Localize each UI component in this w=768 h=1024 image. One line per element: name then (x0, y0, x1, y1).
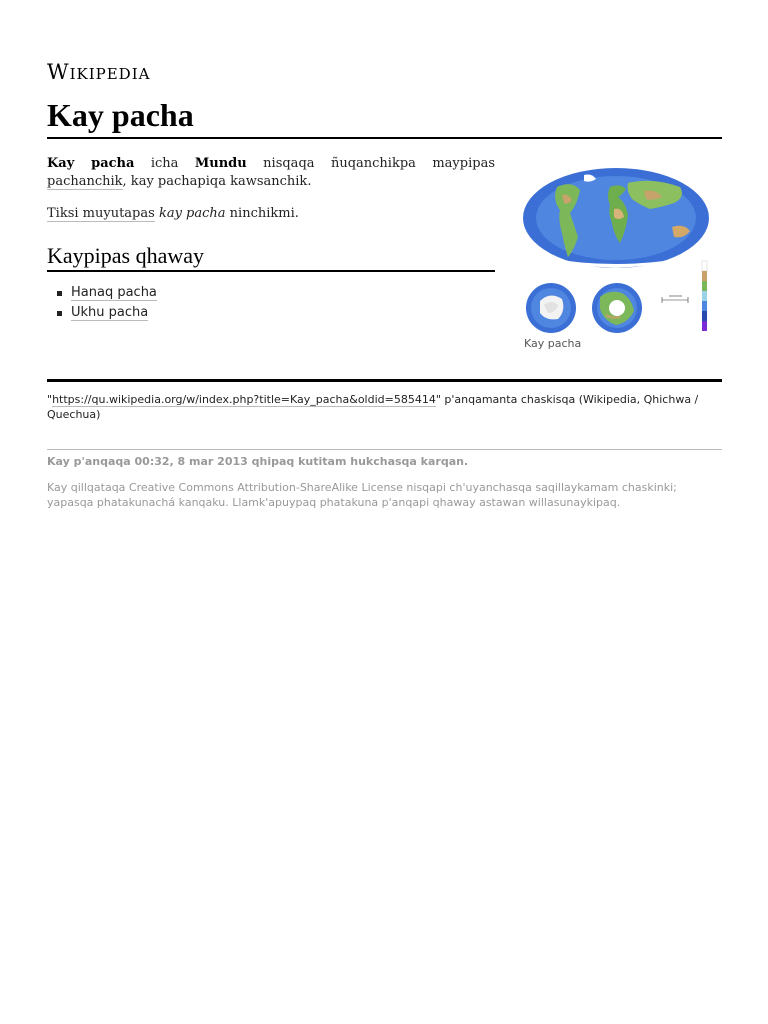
source-url-link[interactable]: https://qu.wikipedia.org/w/index.php?title=Kay_pacha&oldid=585414 (52, 393, 436, 406)
scale-bar (662, 296, 688, 303)
section-divider (47, 270, 495, 272)
intro-text-1: icha (134, 156, 195, 171)
term-kay-pacha: Kay pacha (47, 156, 135, 171)
link-ukhu-pacha[interactable]: Ukhu pacha (71, 305, 149, 320)
source-text: " p'anqamanta chaskisqa (Wikipedia, Qhichwa / Quechua) (47, 393, 699, 421)
term-kay-pacha-italic: kay pacha (158, 206, 226, 221)
bullet-icon (57, 291, 62, 296)
world-map-figure[interactable] (522, 165, 722, 335)
list-item (57, 283, 157, 303)
source-citation (47, 392, 722, 422)
para2-text: ninchikmi. (225, 206, 299, 221)
intro-paragraph (47, 155, 495, 191)
section-heading: Kaypipas qhaway (47, 243, 205, 268)
last-edited-text: Kay p'anqaqa 00:32, 8 mar 2013 qhipaq kutitam hukchasqa karqan. (47, 455, 469, 468)
antarctica-globe-image (526, 283, 576, 333)
link-tiksi-muyutapas[interactable]: Tiksi muyutapas (47, 206, 155, 221)
footer-divider (47, 449, 722, 450)
link-hanaq-pacha[interactable]: Hanaq pacha (71, 285, 157, 300)
list-item (57, 303, 157, 323)
arctic-globe-image (592, 283, 642, 333)
license-text: Kay qillqataqa Creative Commons Attribution-ShareAlike License nisqapi ch'uyanchasqa saqillaykamam chaskinki; yapasqa phatakunachá kanqaku. Llamk'apuypaq phatakuna p'anqapi qhaway astawan willasunaykipaq. (47, 481, 677, 509)
second-paragraph (47, 205, 495, 223)
wikipedia-wordmark: Wikipedia (47, 60, 151, 84)
content-end-divider (47, 379, 722, 382)
source-quote: " (47, 393, 53, 406)
see-also-list (57, 283, 157, 323)
title-divider (47, 137, 722, 139)
term-mundu: Mundu (194, 156, 247, 171)
intro-text-2: nisqaqa ñuqanchikpa maypipas (246, 156, 495, 171)
world-map-image (523, 168, 709, 268)
page-title: Kay pacha (47, 97, 194, 133)
link-pachanchik[interactable]: pachanchik (47, 174, 123, 189)
elevation-color-scale (702, 261, 707, 331)
intro-text-3: , kay pachapiqa kawsanchik. (122, 174, 312, 189)
article-body (47, 155, 495, 237)
figure-caption: Kay pacha (524, 337, 582, 350)
bullet-icon (57, 311, 62, 316)
